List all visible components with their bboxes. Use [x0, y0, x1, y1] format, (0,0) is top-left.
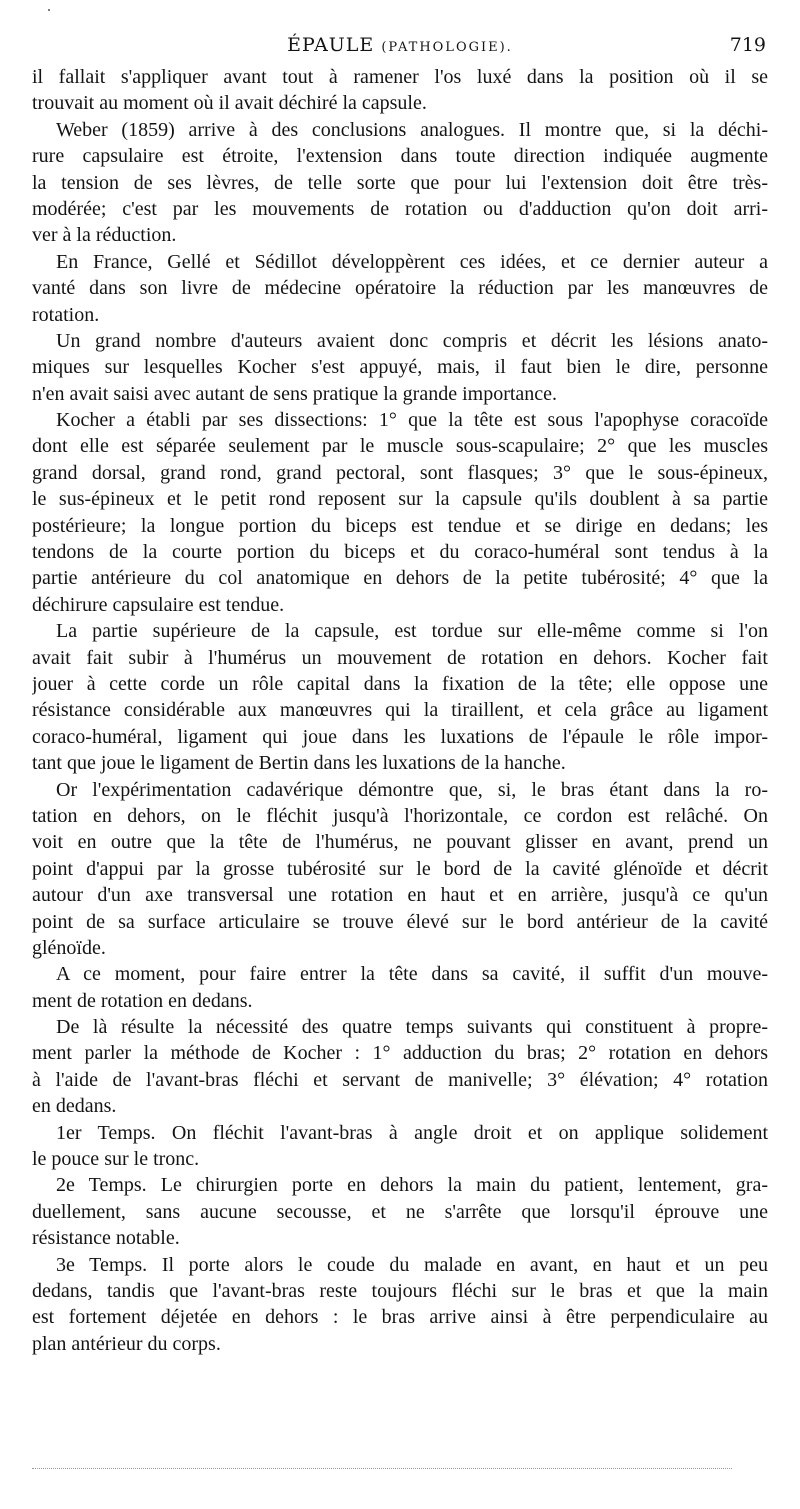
text-line: tendons de la courte portion du biceps et du coraco-huméral sont tendus à la: [32, 541, 768, 564]
text-line: rure capsulaire est étroite, l'extension dans toute direction indiquée augmente: [32, 145, 768, 168]
text-line: le sus-épineux et le petit rond reposent sur la capsule qu'ils doublent à sa partie: [32, 488, 768, 511]
body-text: [32, 64, 768, 1357]
running-head: [32, 34, 768, 56]
text-line: Un grand nombre d'auteurs avaient donc compris et décrit les lésions anato-: [56, 329, 768, 352]
text-line: ment parler la méthode de Kocher : 1° adduction du bras; 2° rotation en dehors: [32, 1042, 768, 1065]
text-line: résistance considérable aux manœuvres qui la tiraillent, et cela grâce au ligament: [32, 699, 768, 722]
text-line: déchirure capsulaire est tendue.: [32, 593, 285, 616]
text-line: est fortement déjetée en dehors : le bras arrive ainsi à être perpendiculaire au: [32, 1306, 768, 1329]
text-line: vanté dans son livre de médecine opératoire la réduction par les manœuvres de: [32, 277, 768, 300]
text-line: rotation.: [32, 303, 100, 326]
text-line: dedans, tandis que l'avant-bras reste toujours fléchi sur le bras et que la main: [32, 1279, 768, 1302]
text-line: En France, Gellé et Sédillot développèrent ces idées, et ce dernier auteur a: [56, 250, 768, 273]
text-line: Kocher a établi par ses dissections: 1° que la tête est sous l'apophyse coracoïde: [56, 409, 768, 432]
text-line: n'en avait saisi avec autant de sens pratique la grande importance.: [32, 382, 558, 405]
text-line: A ce moment, pour faire entrer la tête dans sa cavité, il suffit d'un mouve-: [56, 963, 768, 986]
text-line: ver à la réduction.: [32, 224, 177, 247]
text-line: Or l'expérimentation cadavérique démontre que, si, le bras étant dans la ro-: [56, 778, 768, 801]
text-line: tant que joue le ligament de Bertin dans les luxations de la hanche.: [32, 752, 566, 775]
print-speck: [48, 9, 50, 11]
text-line: le pouce sur le tronc.: [32, 1148, 200, 1171]
text-line: glénoïde.: [32, 936, 106, 959]
text-line: dont elle est séparée seulement par le muscle sous-scapulaire; 2° que les muscles: [32, 435, 768, 458]
text-line: 2e Temps. Le chirurgien porte en dehors la main du patient, lentement, gra-: [56, 1174, 768, 1197]
text-line: à l'aide de l'avant-bras fléchi et servant de manivelle; 3° élévation; 4° rotation: [32, 1068, 768, 1091]
text-line: voit en outre que la tête de l'humérus, ne pouvant glisser en avant, prend un: [32, 831, 768, 854]
text-line: jouer à cette corde un rôle capital dans la fixation de la tête; elle oppose une: [32, 672, 768, 695]
text-line: trouvait au moment où il avait déchiré la capsule.: [32, 92, 427, 115]
text-line: coraco-huméral, ligament qui joue dans les luxations de l'épaule le rôle impor-: [32, 725, 768, 748]
text-line: il fallait s'appliquer avant tout à ramener l'os luxé dans la position où il se: [32, 66, 768, 88]
text-line: résistance notable.: [32, 1227, 180, 1250]
text-line: en dedans.: [32, 1095, 117, 1118]
text-line: grand dorsal, grand rond, grand pectoral, sont flasques; 3° que le sous-épineux,: [32, 461, 768, 484]
page-header: [32, 34, 768, 60]
text-line: plan antérieur du corps.: [32, 1332, 221, 1355]
text-line: duellement, sans aucune secousse, et ne s'arrête que lorsqu'il éprouve une: [32, 1200, 768, 1223]
text-line: miques sur lesquelles Kocher s'est appuyé, mais, il faut bien le dire, personne: [32, 356, 768, 379]
text-line: partie antérieure du col anatomique en dehors de la petite tubérosité; 4° que la: [32, 567, 768, 590]
text-line: tation en dehors, on le fléchit jusqu'à l'horizontale, ce cordon est relâché. On: [32, 804, 768, 827]
running-head-title: ÉPAULE: [287, 34, 375, 56]
text-line: modérée; c'est par les mouvements de rotation ou d'adduction qu'on doit arri-: [32, 197, 768, 220]
text-line: De là résulte la nécessité des quatre temps suivants qui constituent à propre-: [56, 1016, 768, 1039]
text-line: autour d'un axe transversal une rotation en haut et en arrière, jusqu'à ce qu'un: [32, 884, 768, 907]
text-line: Weber (1859) arrive à des conclusions analogues. Il montre que, si la déchi-: [56, 118, 768, 141]
text-line: 3e Temps. Il porte alors le coude du malade en avant, en haut et un peu: [56, 1253, 768, 1276]
page-number: 719: [729, 34, 766, 56]
text-line: point d'appui par la grosse tubérosité sur le bord de la cavité glénoïde et décrit: [32, 857, 768, 880]
text-line: point de sa surface articulaire se trouve élevé sur le bord antérieur de la cavité: [32, 910, 768, 933]
text-line: la tension de ses lèvres, de telle sorte que pour lui l'extension doit être très-: [32, 171, 768, 194]
running-head-subtitle: (PATHOLOGIE).: [381, 40, 513, 55]
text-line: ment de rotation en dedans.: [32, 989, 253, 1012]
text-line: 1er Temps. On fléchit l'avant-bras à angle droit et on applique solidement: [56, 1121, 768, 1144]
footer-dotted-rule: [32, 1468, 732, 1469]
text-line: La partie supérieure de la capsule, est tordue sur elle-même comme si l'on: [56, 620, 768, 643]
text-line: postérieure; la longue portion du biceps est tendue et se dirige en dedans; les: [32, 514, 768, 537]
text-line: avait fait subir à l'humérus un mouvement de rotation en dehors. Kocher fait: [32, 646, 768, 669]
